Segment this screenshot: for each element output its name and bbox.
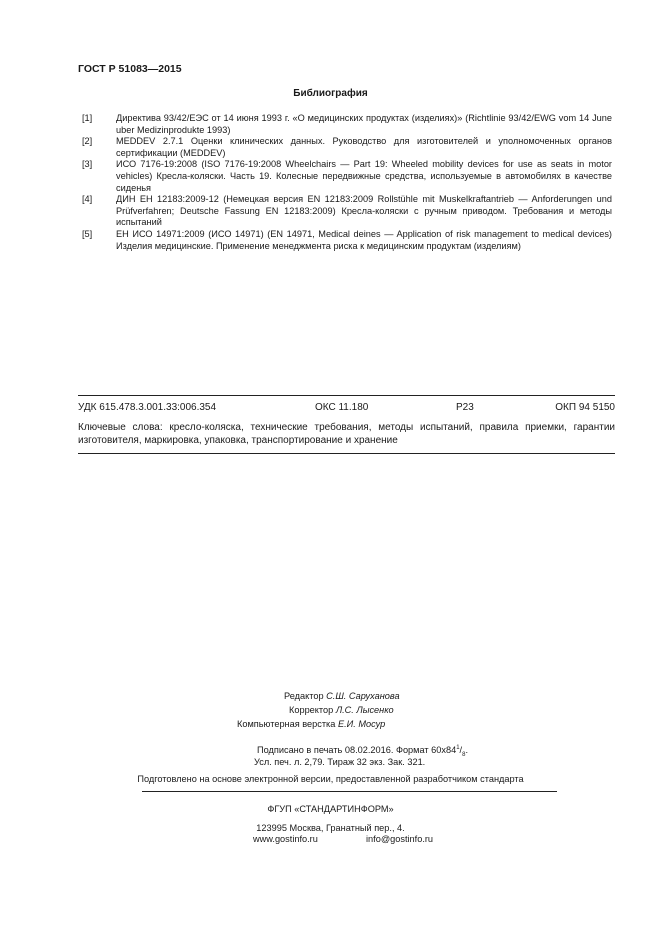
document-code: ГОСТ Р 51083—2015 <box>78 63 182 75</box>
bibliography-item <box>82 113 612 136</box>
bibliography-item <box>82 194 612 229</box>
bibliography-item-number: [3] <box>82 159 93 170</box>
layout-label: Компьютерная верстка <box>237 719 336 729</box>
publisher-email[interactable]: info@gostinfo.ru <box>366 834 434 844</box>
bibliography-list <box>82 113 612 252</box>
keywords: Ключевые слова: кресло-коляска, технические требования, методы испытаний, правила приемки, гарантии изготовителя, маркировка, упаковка, транспортирование и хранение <box>78 422 615 446</box>
corrector-label: Корректор <box>289 705 334 715</box>
corrector-name: Л.С. Лысенко <box>335 705 394 715</box>
bibliography-title: Библиография <box>293 88 368 99</box>
print-info: Усл. печ. л. 2,79. Тираж 32 экз. Зак. 321. <box>254 757 426 767</box>
signed-line: Подписано в печать 08.02.2016. Формат $60х84^1/_8$. <box>257 745 468 758</box>
bibliography-item-text: MEDDEV 2.7.1 Оценки клинических данных. Руководство для изготовителей и уполномоченных органов сертификации (MEDDEV) <box>116 136 612 158</box>
signed-text: Подписано в печать 08.02.2016. Формат 60х84 <box>257 745 457 756</box>
oks-code: ОКС 11.180 <box>315 402 369 413</box>
udk-code: УДК 615.478.3.001.33:006.354 <box>78 402 217 413</box>
editor-name: С.Ш. Саруханова <box>326 691 400 701</box>
divider-publisher <box>142 791 557 792</box>
bibliography-item-text: ИСО 7176-19:2008 (ISO 7176-19:2008 Wheelchairs — Part 19: Wheeled mobility devices for use as seats in motor vehicles) Кресла-коляски. Часть 19. Колесные передвижные средства, используемые в автомобилях в качестве сиденья <box>116 159 612 193</box>
bibliography-item-text: ДИН ЕН 12183:2009-12 (Немецкая версия EN 12183:2009 Rollstühle mit Muskelkraftantrieb — Anforderungen und Prüfverfahren; Deutsche Fassung EN 12183:2009) Кресла-коляски с ручным приводом. Требования и методы испытаний <box>116 194 612 228</box>
publisher-website[interactable]: www.gostinfo.ru <box>253 834 318 844</box>
okp-code: ОКП 94 5150 <box>555 402 615 413</box>
bibliography-item-text: ЕН ИСО 14971:2009 (ИСО 14971) (EN 14971, Medical deines — Application of risk management to medical devices) Изделия медицинские. Применение менеджмента риска к медицинским продуктам (изделиям) <box>116 228 612 251</box>
publisher-address: 123995 Москва, Гранатный пер., 4. <box>256 823 405 833</box>
divider-bottom <box>78 453 615 454</box>
format-sub: 8 <box>462 751 466 758</box>
editor-line <box>284 689 400 703</box>
bibliography-item-text: Директива 93/42/ЕЭС от 14 июня 1993 г. «О медицинских продуктах (изделиях)» (Richtlinie 93/42/EWG vom 14 June uber Medizinprodukte 1993) <box>116 113 612 135</box>
publisher-name: ФГУП «СТАНДАРТИНФОРМ» <box>267 804 394 814</box>
corrector-line <box>289 703 394 717</box>
editor-label: Редактор <box>284 691 324 701</box>
bibliography-item-number: [1] <box>82 113 93 123</box>
layout-line <box>237 717 385 731</box>
divider-top <box>78 395 615 396</box>
bibliography-item-number: [5] <box>82 228 93 239</box>
bibliography-item <box>82 136 612 159</box>
bibliography-item-number: [2] <box>82 136 93 147</box>
bibliography-item-number: [4] <box>82 194 93 205</box>
group-code: Р23 <box>456 402 474 413</box>
format-sup: 1 <box>456 745 460 751</box>
bibliography-item <box>82 229 612 252</box>
bibliography-item <box>82 159 612 194</box>
prepared-note: Подготовлено на основе электронной версии, предоставленной разработчиком стандарта <box>137 774 524 784</box>
layout-name: Е.И. Мосур <box>337 719 386 729</box>
